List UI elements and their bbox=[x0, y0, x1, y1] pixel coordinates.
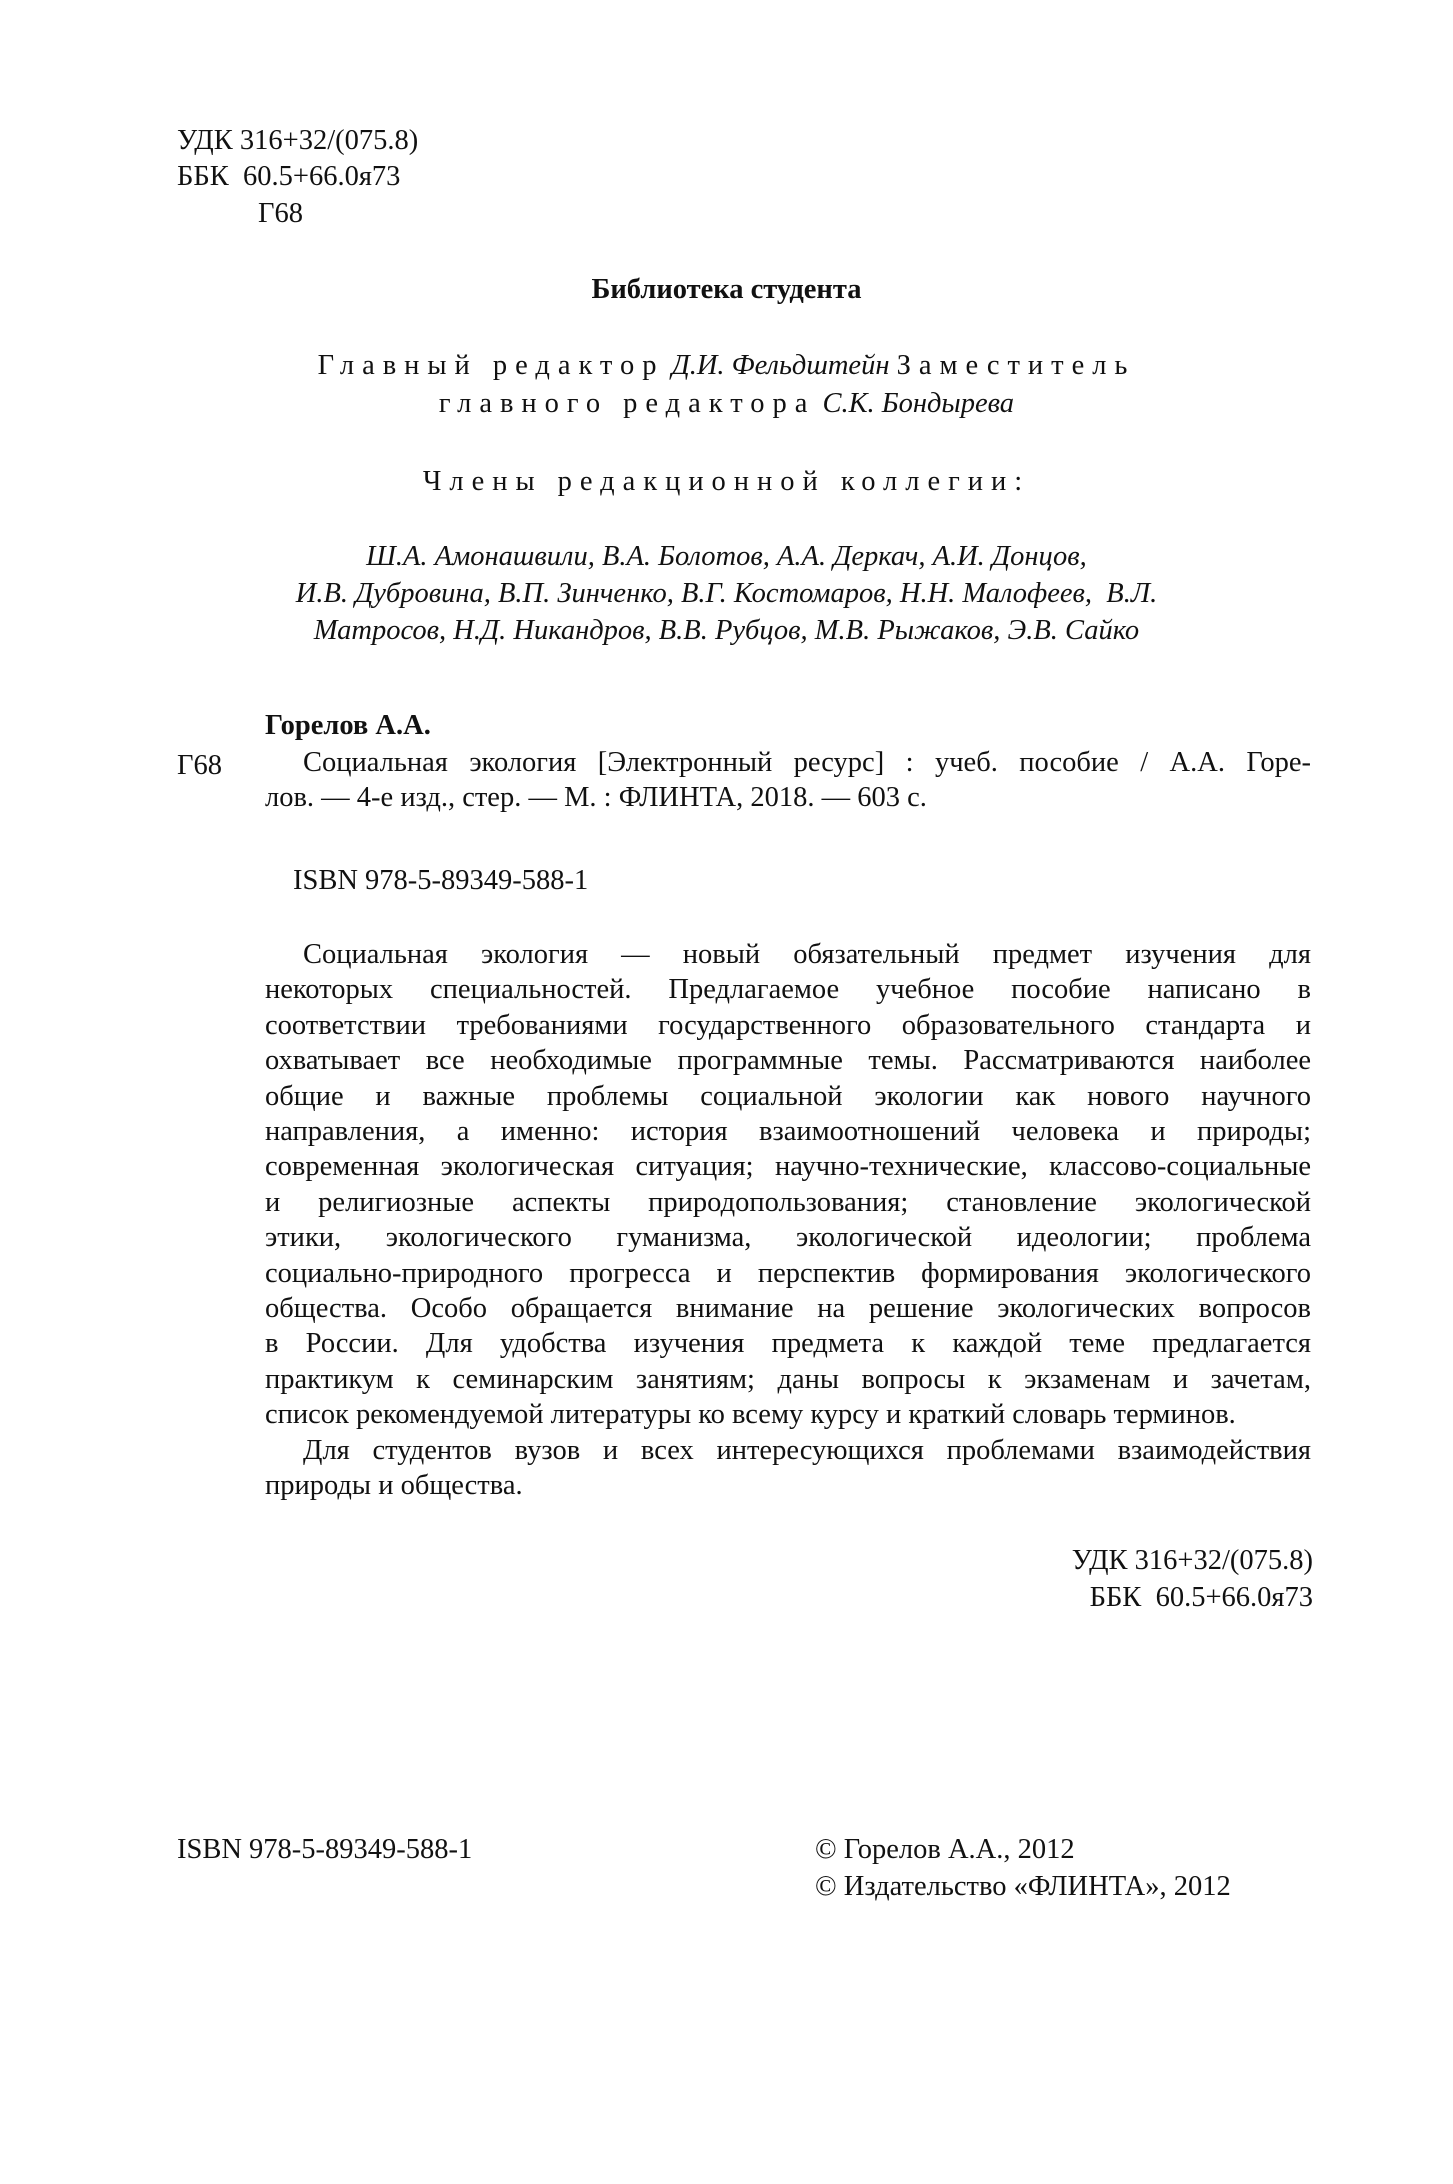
board-line: И.В. Дубровина, В.П. Зинченко, В.Г. Костомаров, Н.Н. Малофеев, В.Л. bbox=[295, 578, 1158, 609]
udk-code-bottom: УДК 316+32/(075.8) bbox=[1071, 1545, 1313, 1576]
catalog-description bbox=[265, 745, 1311, 816]
abstract bbox=[265, 937, 1311, 1433]
editors-line-1 bbox=[0, 352, 1453, 381]
audience-line: Для студентов вузов и всех интересующихся проблемами взаимодействия bbox=[303, 1435, 1311, 1466]
abstract-line: общие и важные проблемы социальной экологии как нового научного bbox=[265, 1080, 1311, 1112]
abstract-line: Социальная экология — новый обязательный предмет изучения для bbox=[303, 939, 1311, 970]
abstract-line: охватывает все необходимые программные темы. Рассматриваются наиболее bbox=[265, 1045, 1311, 1077]
copyright-publisher: © Издательство «ФЛИНТА», 2012 bbox=[815, 1871, 1231, 1902]
abstract-line: социально-природного прогресса и перспектив формирования экологического bbox=[265, 1257, 1311, 1289]
deputy-editor-label-2: главного редактора bbox=[438, 388, 816, 419]
copyright-author: © Горелов А.А., 2012 bbox=[815, 1834, 1075, 1865]
audience-line: природы и общества. bbox=[265, 1470, 523, 1502]
abstract-line: соответствии требованиями государственного образовательного стандарта и bbox=[265, 1009, 1311, 1041]
footer-isbn: ISBN 978-5-89349-588-1 bbox=[177, 1834, 473, 1865]
series-title: Библиотека студента bbox=[591, 274, 862, 305]
abstract-line: направления, а именно: история взаимоотношений человека и природы; bbox=[265, 1116, 1311, 1148]
abstract-line: в России. Для удобства изучения предмета к каждой теме предлагается bbox=[265, 1328, 1311, 1360]
abstract-line: практикум к семинарским занятиям; даны вопросы к экзаменам и зачетам, bbox=[265, 1363, 1311, 1395]
board-line: Матросов, Н.Д. Никандров, В.В. Рубцов, М.В. Рыжаков, Э.В. Сайко bbox=[313, 615, 1140, 646]
abstract-line: современная экологическая ситуация; научно-технические, классово-социальные bbox=[265, 1151, 1311, 1183]
catalog-isbn: ISBN 978-5-89349-588-1 bbox=[293, 865, 589, 896]
audience-note bbox=[265, 1433, 1311, 1504]
udk-code: УДК 316+32/(075.8) bbox=[177, 125, 419, 156]
abstract-line: общества. Особо обращается внимание на решение экологических вопросов bbox=[265, 1293, 1311, 1325]
chief-editor-label: Главный редактор bbox=[317, 350, 665, 381]
catalog-description-line: Социальная экология [Электронный ресурс] : учеб. пособие / А.А. Горе- bbox=[303, 747, 1311, 778]
abstract-line: и религиозные аспекты природопользования; становление экологической bbox=[265, 1186, 1311, 1218]
board-line: Ш.А. Амонашвили, В.А. Болотов, А.А. Деркач, А.И. Донцов, bbox=[366, 541, 1087, 572]
author-mark: Г68 bbox=[258, 198, 303, 229]
abstract-line: список рекомендуемой литературы ко всему курсу и краткий словарь терминов. bbox=[265, 1399, 1236, 1431]
abstract-line: этики, экологического гуманизма, экологической идеологии; проблема bbox=[265, 1222, 1311, 1254]
editors-line-2 bbox=[0, 390, 1453, 419]
catalog-mark: Г68 bbox=[177, 750, 222, 781]
deputy-editor-label-1: Заместитель bbox=[896, 350, 1136, 381]
board-title: Члены редакционной коллегии: bbox=[422, 466, 1031, 497]
bbk-code: ББК 60.5+66.0я73 bbox=[177, 161, 401, 192]
catalog-author-heading: Горелов А.А. bbox=[265, 710, 431, 741]
chief-editor-name: Д.И. Фельдштейн bbox=[671, 350, 890, 381]
deputy-editor-name: С.К. Бондырева bbox=[822, 388, 1015, 419]
abstract-line: некоторых специальностей. Предлагаемое учебное пособие написано в bbox=[265, 974, 1311, 1006]
bbk-code-bottom: ББК 60.5+66.0я73 bbox=[1089, 1582, 1313, 1613]
catalog-description-line: лов. — 4-е изд., стер. — М. : ФЛИНТА, 2018. — 603 с. bbox=[265, 782, 927, 814]
